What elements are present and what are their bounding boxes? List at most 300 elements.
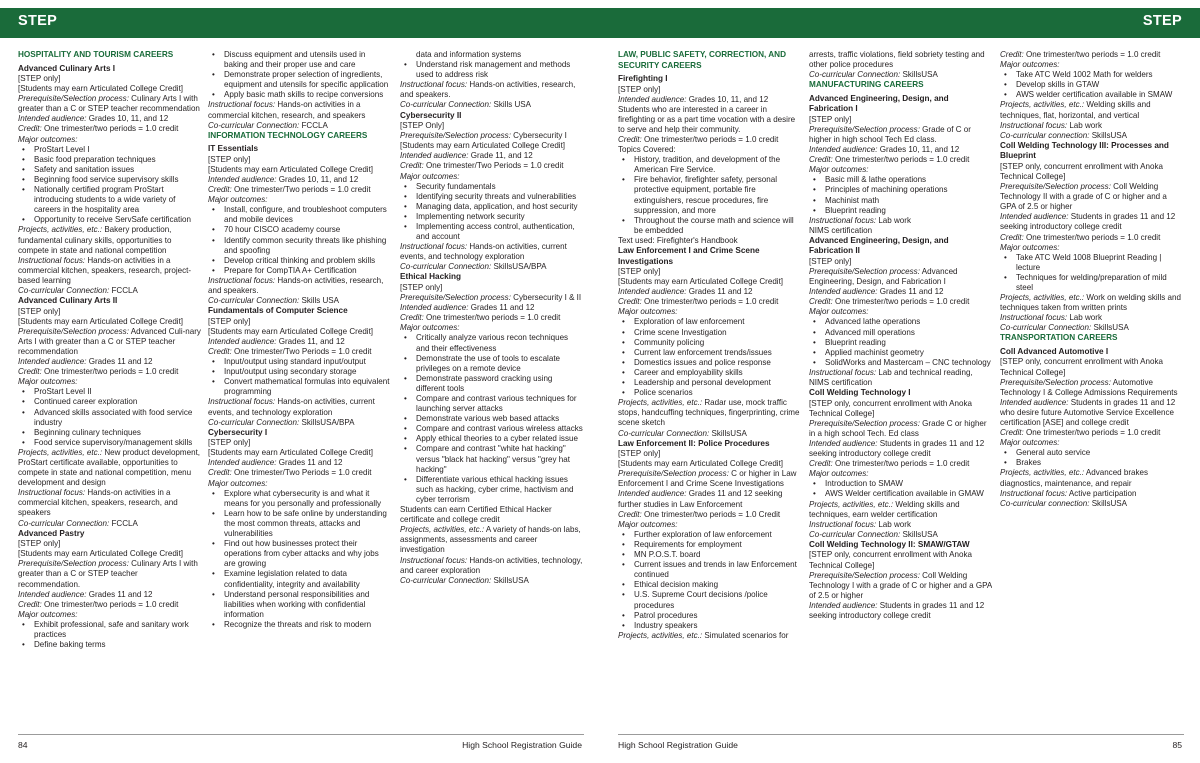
body-text: [STEP only] xyxy=(809,256,852,266)
bullet-item: • Food service supervisory/management skills xyxy=(18,438,201,448)
body-text: [STEP only, concurrent enrollment with Anoka Technical College] xyxy=(809,550,972,570)
detail-value: One trimester/two periods = 1.0 credit xyxy=(41,367,179,377)
detail-label: Prerequisite/Selection process: xyxy=(18,326,129,336)
detail-label: Instructional focus: xyxy=(1000,313,1068,323)
bullet-item: • Current issues and trends in law Enforcement continued xyxy=(618,560,801,580)
detail-label: Major outcomes: xyxy=(809,165,869,175)
bullet-item: • Input/output using secondary storage xyxy=(208,367,391,377)
body-text: [STEP only] xyxy=(208,438,251,448)
bullet-item: • General auto service xyxy=(1000,448,1183,458)
body-text: [STEP only] xyxy=(618,449,661,459)
detail-label: Prerequisite/Selection process: xyxy=(809,570,920,580)
bullet-item: • Advanced mill operations xyxy=(809,328,992,338)
course-detail xyxy=(1000,489,1183,499)
detail-label: Prerequisite/Selection process: xyxy=(809,418,920,428)
bullet-item: • Leadership and personal development xyxy=(618,378,801,388)
detail-label: Projects, activities, etc.: xyxy=(1000,468,1085,478)
bullet-list xyxy=(809,175,992,215)
detail-label: Projects, activities, etc.: xyxy=(400,525,485,535)
bullet-item: • Develop critical thinking and problem skills xyxy=(208,256,391,266)
course-detail xyxy=(18,448,201,488)
detail-value: One trimester/two periods = 1.0 credit xyxy=(423,313,561,323)
body-text: [STEP only, concurrent enrollment with Anoka Technical College] xyxy=(1000,161,1163,181)
bullet-item: • Throughout the course math and science will be embedded xyxy=(618,216,801,236)
course-detail xyxy=(400,131,583,141)
detail-label: Major outcomes: xyxy=(1000,438,1060,448)
detail-value: Grades 10, 11, and 12 xyxy=(86,114,169,124)
detail-label: Co-curricular Connection: xyxy=(400,262,492,272)
detail-value: Coll Welding Technology II with a grade of C or higher and a GPA of 2.5 or higher xyxy=(1000,182,1167,212)
bullet-item: • Patrol procedures xyxy=(618,611,801,621)
detail-value: Lab and technical reading, NIMS certification xyxy=(809,367,973,388)
body-text: [Students may earn Articulated College Credit] xyxy=(208,448,374,458)
section-heading: TRANSPORTATION CAREERS xyxy=(1000,333,1118,343)
course-detail xyxy=(18,559,201,589)
detail-value: Hands-on activities in a commercial kitchen, speakers, research, project-based learning xyxy=(18,255,192,285)
bullet-item: • Differentiate various ethical hacking issues such as hacking, cyber crime, hactivism and cyber terrorism xyxy=(400,475,583,505)
course-detail xyxy=(809,287,992,297)
section-heading: MANUFACTURING CAREERS xyxy=(809,80,924,90)
detail-label: Intended audience: xyxy=(618,287,687,297)
body-text: [STEP only] xyxy=(400,282,443,292)
course-detail xyxy=(1000,313,1183,323)
detail-value: Lab work xyxy=(1067,313,1102,323)
bullet-item: • Blueprint reading xyxy=(809,338,992,348)
course-detail xyxy=(18,114,201,124)
text-column xyxy=(18,50,201,725)
detail-label: Co-curricular Connection: xyxy=(208,417,300,427)
detail-value: Work on welding skills and techniques taken from written prints xyxy=(1000,293,1181,313)
detail-value: Hands-on activities, technology, and career exploration xyxy=(400,555,583,575)
page-number: 85 xyxy=(1172,740,1182,750)
detail-value: FCCLA xyxy=(299,120,328,130)
course-detail xyxy=(400,556,583,576)
detail-value: Grade C or higher in a high school Tech. Ed class xyxy=(809,418,987,438)
body-text: [Students may earn Articulated College Credit] xyxy=(208,164,374,174)
detail-label: Co-curricular Connection: xyxy=(208,296,300,306)
detail-label: Major outcomes: xyxy=(208,195,268,205)
detail-label: Intended audience: xyxy=(618,489,687,499)
detail-value: Grades 10, 11, and 12 Students who are interested in a career in firefighting or as a part time vocation with a desire to serve and help their community. xyxy=(618,94,796,134)
course-detail xyxy=(809,307,992,317)
detail-value: Coll Welding Technology I with a grade of C or higher and a GPA of 2.5 or higher xyxy=(809,570,992,600)
course-detail xyxy=(18,124,201,134)
detail-value: Grade of C or higher in high school Tech Ed class. xyxy=(809,124,971,144)
detail-label: Projects, activities, etc.: xyxy=(618,630,703,640)
bullet-item: • Principles of machining operations xyxy=(809,185,992,195)
detail-value: One trimester/Two periods = 1.0 credit xyxy=(231,185,371,195)
body-text: [STEP only, concurrent enrollment with Anoka Technical College] xyxy=(809,398,972,418)
detail-value: Lab work xyxy=(1067,120,1102,130)
detail-value: Grades 11 and 12 xyxy=(86,357,153,367)
course-detail xyxy=(618,520,801,530)
bullet-item: • Define baking terms xyxy=(18,640,201,650)
course-title: Law Enforcement I and Crime Scene Investigations xyxy=(618,246,760,266)
body-text: [STEP only] xyxy=(208,316,251,326)
bullet-item: • Identify common security threats like phishing and spoofing xyxy=(208,236,391,256)
course-detail xyxy=(18,600,201,610)
body-text: [STEP only] xyxy=(618,84,661,94)
course-detail xyxy=(208,100,391,120)
course-detail xyxy=(809,571,992,601)
bullet-item: • Techniques for welding/preparation of mild steel xyxy=(1000,273,1183,293)
detail-value: Grades 11 and 12 xyxy=(686,287,753,297)
detail-label: Major outcomes: xyxy=(18,377,78,387)
course-detail xyxy=(618,287,801,297)
course-detail xyxy=(1000,50,1183,60)
detail-label: Prerequisite/Selection process: xyxy=(1000,182,1111,192)
detail-label: Credit: xyxy=(1000,232,1024,242)
course-title: Coll Advanced Automotive I xyxy=(1000,346,1109,356)
course-detail xyxy=(208,397,391,417)
detail-value: Grades 11 and 12 seeking further studies in Law Enforcement xyxy=(618,489,783,509)
bullet-item: • Compare and contrast various wireless attacks xyxy=(400,424,583,434)
course-detail xyxy=(618,307,801,317)
section-header-label: STEP xyxy=(18,13,58,29)
course-title: Firefighting I xyxy=(618,74,668,83)
detail-label: Instructional focus: xyxy=(809,367,877,377)
bullet-item: • Career and employability skills xyxy=(618,368,801,378)
bullet-item: • AWS welder certification available in SMAW xyxy=(1000,90,1183,100)
bullet-item: • AWS Welder certification available in GMAW xyxy=(809,489,992,499)
detail-value: One trimester/Two Periods = 1.0 credit xyxy=(231,468,372,478)
bullet-item: • Advanced lathe operations xyxy=(809,317,992,327)
detail-value: One trimester/two periods = 1.0 credit xyxy=(1023,428,1161,438)
detail-label: Instructional focus: xyxy=(1000,120,1068,130)
course-detail xyxy=(1000,398,1183,428)
detail-label: Credit: xyxy=(208,468,232,478)
course-title: Advanced Engineering, Design, and Fabrication II xyxy=(809,235,949,256)
course-detail xyxy=(400,262,583,272)
course-detail xyxy=(208,468,391,478)
body-text: [Students may earn Articulated College Credit] xyxy=(208,326,374,336)
bullet-list xyxy=(18,387,201,448)
course-detail xyxy=(618,429,801,439)
bullet-item: • Beginning culinary techniques xyxy=(18,428,201,438)
detail-label: Projects, activities, etc.: xyxy=(18,225,103,235)
detail-label: Prerequisite/Selection process: xyxy=(1000,377,1111,387)
course-title: Coll Welding Technology I xyxy=(809,388,911,398)
course-title: Coll Welding Technology II: SMAW/GTAW xyxy=(809,539,970,549)
detail-label: Intended audience: xyxy=(400,303,469,313)
course-title: Fundamentals of Computer Science xyxy=(208,306,348,316)
course-detail xyxy=(208,418,391,428)
bullet-item: • Managing data, application, and host security xyxy=(400,202,583,212)
detail-value: Grades 11, and 12 xyxy=(276,336,345,346)
bullet-list xyxy=(618,530,801,631)
bullet-item: • Learn how to be safe online by understanding the most common threats, attacks and vulnerabilities xyxy=(208,509,391,539)
course-detail xyxy=(208,458,391,468)
course-detail xyxy=(18,519,201,529)
detail-value: Students in grades 11 and 12 seeking introductory college credit xyxy=(809,439,985,459)
detail-value: Hands-on activities in a commercial kitchen, research, and speakers xyxy=(208,100,366,120)
bullet-item: • Current law enforcement trends/issues xyxy=(618,348,801,358)
detail-label: Co-curricular connection: xyxy=(1000,498,1090,508)
bullet-item: • Ethical decision making xyxy=(618,580,801,590)
bullet-item: • Beginning food service supervisory skills xyxy=(18,175,201,185)
bullet-item: • Demonstrate proper selection of ingredients, equipment and utensils for specific application xyxy=(208,70,391,90)
course-detail xyxy=(18,135,201,145)
detail-label: Intended audience: xyxy=(809,287,878,297)
detail-label: Co-curricular Connection: xyxy=(18,518,110,528)
bullet-item: • Further exploration of law enforcement xyxy=(618,530,801,540)
bullet-list xyxy=(400,50,583,80)
detail-label: Instructional focus: xyxy=(18,488,86,498)
bullet-item: • Demonstrate password cracking using different tools xyxy=(400,374,583,394)
detail-value: Welding skills and techniques, flat, horizontal, and vertical xyxy=(1000,100,1151,120)
detail-label: Credit: xyxy=(208,346,232,356)
text-column xyxy=(809,50,992,725)
footer-title: High School Registration Guide xyxy=(462,740,582,750)
course-detail xyxy=(400,151,583,161)
body-text: [Students may earn Articulated College Credit] xyxy=(618,459,784,469)
bullet-item: • Identifying security threats and vulnerabilities xyxy=(400,192,583,202)
detail-label: Credit: xyxy=(618,134,642,144)
course-title: Ethical Hacking xyxy=(400,272,461,282)
detail-value: Grades 10, 11, and 12 xyxy=(276,174,359,184)
detail-label: Intended audience: xyxy=(208,336,277,346)
bullet-item: data and information systems xyxy=(416,50,522,59)
course-detail xyxy=(18,94,201,114)
bullet-item: • Discuss equipment and utensils used in baking and their proper use and care xyxy=(208,50,391,70)
bullet-list xyxy=(208,50,391,100)
detail-label: Prerequisite/Selection process: xyxy=(400,293,511,303)
bullet-item: • History, tradition, and development of the American Fire Service. xyxy=(618,155,801,175)
course-detail xyxy=(400,313,583,323)
bullet-item: • Explore what cybersecurity is and what it means for you personally and professionally xyxy=(208,489,391,509)
bullet-item: • Exhibit professional, safe and sanitary work practices xyxy=(18,620,201,640)
detail-label: Intended audience: xyxy=(618,94,687,104)
bullet-item: • Domestics issues and police response xyxy=(618,358,801,368)
bullet-item: • Basic mill & lathe operations xyxy=(809,175,992,185)
body-text: [STEP only] xyxy=(618,267,661,276)
bullet-list xyxy=(809,479,992,499)
detail-label: Prerequisite/Selection process: xyxy=(18,94,129,104)
bullet-item: • Compare and contrast various techniques for launching server attacks xyxy=(400,394,583,414)
detail-label: Major outcomes: xyxy=(809,469,869,479)
bullet-list xyxy=(18,145,201,226)
course-detail xyxy=(400,293,583,303)
bullet-item: • Apply ethical theories to a cyber related issue xyxy=(400,434,583,444)
course-title: Law Enforcement II: Police Procedures xyxy=(618,438,770,448)
detail-label: Intended audience: xyxy=(18,357,87,367)
bullet-item: • ProStart Level I xyxy=(18,145,201,155)
course-detail xyxy=(618,297,801,307)
course-title: Coll Welding Technology III: Processes and Blueprint xyxy=(1000,140,1169,161)
bullet-item: • Blueprint reading xyxy=(809,206,992,216)
detail-value: Culinary Arts I with greater than a C or STEP teacher recommendation xyxy=(18,94,200,114)
bullet-item: • Continued career exploration xyxy=(18,397,201,407)
detail-label: Instructional focus: xyxy=(809,215,877,225)
bullet-item: • Find out how businesses protect their operations from cyber attacks and why jobs are growing xyxy=(208,539,391,569)
course-detail xyxy=(809,125,992,145)
detail-label: Credit: xyxy=(809,297,833,307)
bullet-item: • Basic food preparation techniques xyxy=(18,155,201,165)
course-detail xyxy=(1000,438,1183,448)
course-detail xyxy=(400,172,583,182)
detail-value: SkillsUSA xyxy=(1089,130,1128,140)
course-detail xyxy=(618,631,801,641)
detail-value: Hands-on activities, current events, and technology exploration xyxy=(208,397,375,417)
bullet-item: • Fire behavior, firefighter safety, personal protective equipment, portable fire extinguishers, rescue procedures, fire suppression, and more xyxy=(618,175,801,215)
body-text: [STEP only] xyxy=(809,114,852,124)
course-detail xyxy=(1000,100,1183,120)
course-title: Advanced Culinary Arts II xyxy=(18,296,118,306)
course-title: Cybersecurity II xyxy=(400,110,462,120)
text-column xyxy=(1000,50,1183,725)
detail-label: Projects, activities, etc.: xyxy=(1000,100,1085,110)
detail-label: Major outcomes: xyxy=(618,307,678,317)
detail-value: Students in grades 11 and 12 who desire future Automotive Service Excellence certification [ASE] and college credit xyxy=(1000,397,1176,427)
course-detail xyxy=(400,80,583,100)
detail-label: Intended audience: xyxy=(1000,397,1069,407)
course-detail xyxy=(809,419,992,439)
detail-value: One trimester/two periods = 1.0 credit xyxy=(832,155,970,165)
course-detail xyxy=(1000,243,1183,253)
detail-value: One trimester/Two Periods = 1.0 credit xyxy=(423,161,564,171)
detail-label: Credit: xyxy=(18,124,42,134)
course-detail xyxy=(809,469,992,479)
detail-label: Credit: xyxy=(18,367,42,377)
course-detail xyxy=(1000,233,1183,243)
body-text: Text used: Firefighter's Handbook xyxy=(618,235,738,245)
detail-label: Prerequisite/Selection process: xyxy=(18,559,129,569)
detail-label: Credit: xyxy=(400,313,424,323)
course-detail xyxy=(400,100,583,110)
course-detail xyxy=(18,367,201,377)
course-detail xyxy=(208,347,391,357)
course-detail xyxy=(400,161,583,171)
detail-value: One trimester/two periods = 1.0 credit xyxy=(832,459,970,469)
detail-value: One trimester/two periods = 1.0 credit xyxy=(641,297,779,307)
detail-label: Prerequisite/Selection process: xyxy=(618,469,729,479)
detail-value: SkillsUSA/BPA xyxy=(299,417,355,427)
detail-label: Instructional focus: xyxy=(400,242,468,252)
body-text: [Students may earn Articulated College Credit] xyxy=(18,84,184,94)
detail-value: Grade 11, and 12 xyxy=(468,151,533,161)
detail-label: Co-curricular Connection: xyxy=(400,575,492,585)
detail-value: C or higher in Law Enforcement I and Crime Scene Investigations xyxy=(618,469,797,489)
bullet-list xyxy=(208,205,391,276)
course-detail xyxy=(809,601,992,621)
body-text: [STEP only] xyxy=(18,74,61,83)
body-text: NIMS certification xyxy=(809,225,873,235)
detail-value: Students in grades 11 and 12 seeking introductory college credit xyxy=(809,600,985,620)
body-text: Students can earn Certified Ethical Hacker certificate and college credit xyxy=(400,505,552,525)
detail-label: Credit: xyxy=(618,509,642,519)
section-header-label: STEP xyxy=(1142,13,1182,29)
detail-label: Credit: xyxy=(18,599,42,609)
course-detail xyxy=(18,286,201,296)
bullet-item: • SolidWorks and Mastercam – CNC technology xyxy=(809,358,992,368)
detail-label: Prerequisite/Selection process: xyxy=(809,124,920,134)
course-title: Advanced Pastry xyxy=(18,528,85,538)
detail-label: Credit: xyxy=(809,155,833,165)
bullet-item: • Understand personal responsibilities and liabilities when working with confidential information xyxy=(208,590,391,620)
course-detail xyxy=(1000,499,1183,509)
bullet-list xyxy=(400,333,583,505)
detail-label: Intended audience: xyxy=(400,151,469,161)
course-detail xyxy=(18,256,201,286)
bullet-item: • Recognize the threats and risk to modern xyxy=(208,620,391,630)
detail-label: Prerequisite/Selection process: xyxy=(809,267,920,276)
bullet-item: • Opportunity to receive ServSafe certification xyxy=(18,215,201,225)
detail-label: Major outcomes: xyxy=(18,609,78,619)
course-title: Advanced Culinary Arts I xyxy=(18,63,116,73)
detail-value: New product development, ProStart certificate available, opportunities to compete in state and national competition, menu development and design xyxy=(18,447,201,488)
course-detail xyxy=(1000,293,1183,313)
course-detail xyxy=(400,303,583,313)
detail-label: Projects, activities, etc.: xyxy=(1000,293,1085,303)
detail-label: Intended audience: xyxy=(18,114,87,124)
detail-label: Credit: xyxy=(1000,50,1024,59)
course-detail xyxy=(1000,212,1183,232)
detail-label: Major outcomes: xyxy=(618,519,678,529)
bullet-item: • Applied machinist geometry xyxy=(809,348,992,358)
detail-value: Culinary Arts I with greater than a C or STEP teacher recommendation. xyxy=(18,559,198,589)
bullet-item: • Safety and sanitation issues xyxy=(18,165,201,175)
body-text: [Students may earn Articulated College Credit] xyxy=(618,277,784,287)
course-detail xyxy=(809,368,992,388)
detail-label: Credit: xyxy=(400,161,424,171)
detail-value: Students in grades 11 and 12 seeking introductory college credit xyxy=(1000,212,1176,232)
detail-label: Major outcomes: xyxy=(208,478,268,488)
detail-label: Co-curricular Connection: xyxy=(208,120,300,130)
footer-title: High School Registration Guide xyxy=(618,740,738,750)
detail-value: One trimester/two periods = 1.0 Credit xyxy=(641,509,781,519)
detail-value: Hands-on activities, research, and speakers. xyxy=(208,275,384,295)
course-detail xyxy=(1000,323,1183,333)
detail-label: Projects, activities, etc.: xyxy=(18,447,103,457)
course-detail xyxy=(1000,182,1183,212)
detail-value: Lab work xyxy=(876,519,911,529)
detail-value: Advanced brakes diagnostics, maintenance, and repair xyxy=(1000,468,1149,488)
detail-label: Major outcomes: xyxy=(18,134,78,144)
bullet-item: • Input/output using standard input/output xyxy=(208,357,391,367)
detail-value: Hands-on activities, research, and speakers. xyxy=(400,80,576,100)
course-detail xyxy=(208,296,391,306)
body-text: [STEP only] xyxy=(18,306,61,316)
detail-value: Hands-on activities in a commercial kitchen, speakers, research, and speakers xyxy=(18,488,178,518)
course-detail xyxy=(208,195,391,205)
detail-value: A variety of hands-on labs, assignments, assessments and career investigation xyxy=(400,525,581,555)
course-detail xyxy=(400,576,583,586)
course-detail xyxy=(809,500,992,520)
bullet-item: • MN P.O.S.T. board xyxy=(618,550,801,560)
body-text: Topics Covered: xyxy=(618,145,676,155)
section-header-bar xyxy=(0,8,600,38)
detail-value: One trimester/two periods = 1.0 credit xyxy=(41,124,179,134)
detail-label: Credit: xyxy=(809,459,833,469)
course-detail xyxy=(809,530,992,540)
detail-value: One trimester/two periods = 1.0 credit xyxy=(1023,50,1161,59)
bullet-list xyxy=(1000,448,1183,468)
course-detail xyxy=(18,327,201,357)
bullet-item: • U.S. Supreme Court decisions /police procedures xyxy=(618,590,801,610)
course-detail xyxy=(400,323,583,333)
detail-value: Cybersecurity I & II xyxy=(510,293,582,303)
course-detail xyxy=(618,469,801,489)
bullet-list xyxy=(208,357,391,397)
bullet-item: • Brakes xyxy=(1000,458,1183,468)
detail-label: Instructional focus: xyxy=(208,397,276,407)
detail-label: Major outcomes: xyxy=(400,323,460,333)
course-detail xyxy=(809,439,992,459)
course-detail xyxy=(618,135,801,145)
bullet-item: • ProStart Level II xyxy=(18,387,201,397)
detail-value: One trimester/two periods = 1.0 credit xyxy=(1023,232,1161,242)
detail-label: Projects, activities, etc.: xyxy=(809,499,894,509)
